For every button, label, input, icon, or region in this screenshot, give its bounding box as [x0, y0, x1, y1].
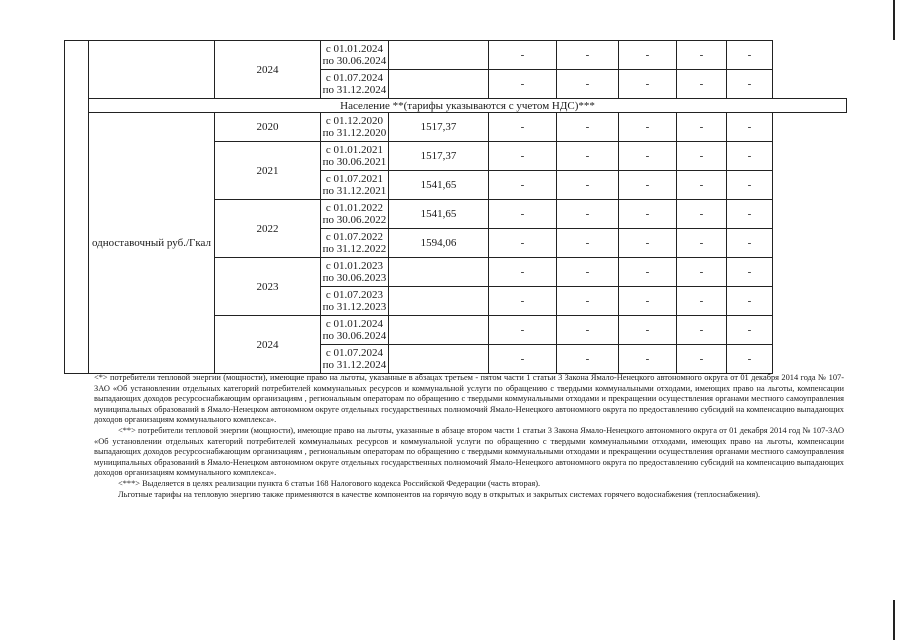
tariff-value: [389, 316, 489, 345]
empty-tariff-cell: -: [489, 258, 557, 287]
tariff-table: [64, 40, 847, 374]
tariff-value: 1517,37: [389, 142, 489, 171]
tariff-value: [389, 70, 489, 99]
empty-tariff-cell: -: [489, 345, 557, 374]
empty-tariff-cell: -: [727, 316, 773, 345]
empty-tariff-cell: -: [619, 70, 677, 99]
empty-tariff-cell: -: [557, 258, 619, 287]
empty-tariff-cell: -: [677, 70, 727, 99]
empty-tariff-cell: -: [557, 229, 619, 258]
section-title: Население **(тарифы указываются с учетом НДС)***: [89, 99, 847, 113]
empty-tariff-cell: -: [727, 345, 773, 374]
period-cell: [321, 113, 389, 142]
period-from: с 01.07.2024: [325, 72, 384, 84]
empty-tariff-cell: -: [557, 113, 619, 142]
empty-tariff-cell: -: [619, 345, 677, 374]
empty-tariff-cell: -: [557, 345, 619, 374]
period-from: с 01.01.2022: [325, 202, 384, 214]
empty-tariff-cell: -: [489, 113, 557, 142]
left-blank-column: [65, 41, 89, 374]
period-to: по 30.06.2024: [322, 330, 387, 342]
empty-tariff-cell: -: [677, 113, 727, 142]
period-to: по 31.12.2020: [322, 127, 387, 139]
period-from: с 01.01.2024: [325, 43, 384, 55]
tariff-value: [389, 287, 489, 316]
empty-tariff-cell: -: [489, 142, 557, 171]
empty-tariff-cell: -: [727, 171, 773, 200]
tariff-value: 1517,37: [389, 113, 489, 142]
period-cell: [321, 41, 389, 70]
page-right-edge-mark: [893, 0, 895, 40]
period-to: по 30.06.2022: [322, 214, 387, 226]
period-cell: [321, 171, 389, 200]
period-from: с 01.07.2023: [325, 289, 384, 301]
empty-tariff-cell: -: [727, 200, 773, 229]
empty-tariff-cell: -: [557, 142, 619, 171]
table-row: [65, 113, 847, 142]
year-cell: 2024: [215, 41, 321, 99]
empty-tariff-cell: -: [727, 258, 773, 287]
period-to: по 31.12.2024: [322, 359, 387, 371]
empty-tariff-cell: -: [489, 229, 557, 258]
empty-tariff-cell: -: [557, 287, 619, 316]
footnote-1: <*> потребители тепловой энергии (мощности), имеющие право на льготы, указанные в абзацах третьем - пятом части 1 статьи 3 Закона Ямало-Ненецкого автономного округа от 01 декабря 2014 года № 107-ЗАО «Об установлении отдельных категорий потребителей коммунальных ресурсов и коммунальной услуги по обращению с твердыми коммунальными отходами, имеющих право на льготы, компенсации выпадающих доходов ресурсоснабжающим организациям , региональным операторам по обращению с твердыми коммунальными отходами и прекращении осуществления органами местного самоуправления муниципальных образований в Ямало-Ненецком автономном округе отдельных государственных полномочий Ямало-Ненецкого автономного округа по предоставлению субсидий на компенсацию выпадающих доходов организациям коммунального комплекса».: [94, 373, 844, 425]
period-cell: [321, 316, 389, 345]
footnotes: [94, 373, 844, 500]
empty-tariff-cell: -: [489, 287, 557, 316]
empty-tariff-cell: -: [489, 171, 557, 200]
empty-tariff-cell: -: [677, 41, 727, 70]
empty-tariff-cell: -: [557, 200, 619, 229]
period-from: с 01.01.2023: [325, 260, 384, 272]
footnote-3: <***> Выделяется в целях реализации пункта 6 статьи 168 Налогового кодекса Российской Федерации (часть вторая).: [118, 478, 541, 488]
empty-tariff-cell: -: [557, 70, 619, 99]
empty-tariff-cell: -: [619, 142, 677, 171]
section-row: [65, 99, 847, 113]
empty-tariff-cell: -: [677, 345, 727, 374]
period-cell: [321, 287, 389, 316]
empty-tariff-cell: -: [619, 113, 677, 142]
empty-tariff-cell: -: [677, 142, 727, 171]
empty-tariff-cell: -: [727, 113, 773, 142]
period-to: по 30.06.2021: [322, 156, 387, 168]
period-to: по 31.12.2022: [322, 243, 387, 255]
period-to: по 30.06.2024: [322, 55, 387, 67]
period-from: с 01.07.2024: [325, 347, 384, 359]
page-top-edge: [0, 0, 905, 3]
empty-tariff-cell: -: [677, 287, 727, 316]
tariff-value: 1594,06: [389, 229, 489, 258]
empty-tariff-cell: -: [677, 258, 727, 287]
empty-tariff-cell: -: [677, 171, 727, 200]
tariff-value: [389, 41, 489, 70]
empty-tariff-cell: -: [727, 142, 773, 171]
period-from: с 01.01.2024: [325, 318, 384, 330]
empty-tariff-cell: -: [619, 171, 677, 200]
tariff-value: 1541,65: [389, 200, 489, 229]
group-blank-cell: [89, 41, 215, 99]
period-to: по 30.06.2023: [322, 272, 387, 284]
empty-tariff-cell: -: [727, 287, 773, 316]
year-cell: 2022: [215, 200, 321, 258]
empty-tariff-cell: -: [619, 41, 677, 70]
empty-tariff-cell: -: [619, 287, 677, 316]
period-cell: [321, 200, 389, 229]
year-cell: 2023: [215, 258, 321, 316]
period-cell: [321, 70, 389, 99]
empty-tariff-cell: -: [619, 229, 677, 258]
page-bottom-right-edge-mark: [893, 600, 895, 640]
year-cell: 2020: [215, 113, 321, 142]
footnote-4: Льготные тарифы на тепловую энергию также применяются в качестве компонентов на горячую воду в открытых и закрытых системах горячего водоснабжения (теплоснабжения).: [118, 489, 761, 499]
period-cell: [321, 258, 389, 287]
tariff-value: [389, 345, 489, 374]
table-row: [65, 41, 847, 70]
empty-tariff-cell: -: [727, 41, 773, 70]
period-cell: [321, 229, 389, 258]
empty-tariff-cell: -: [677, 229, 727, 258]
empty-tariff-cell: -: [489, 70, 557, 99]
tariff-value: [389, 258, 489, 287]
period-to: по 31.12.2024: [322, 84, 387, 96]
empty-tariff-cell: -: [489, 41, 557, 70]
empty-tariff-cell: -: [619, 258, 677, 287]
empty-tariff-cell: -: [619, 200, 677, 229]
empty-tariff-cell: -: [727, 70, 773, 99]
empty-tariff-cell: -: [619, 316, 677, 345]
tariff-value: 1541,65: [389, 171, 489, 200]
period-from: с 01.07.2022: [325, 231, 384, 243]
empty-tariff-cell: -: [677, 200, 727, 229]
empty-tariff-cell: -: [489, 200, 557, 229]
empty-tariff-cell: -: [557, 171, 619, 200]
footnote-2: <**> потребители тепловой энергии (мощности), имеющие право на льготы, указанные в абзаце втором части 1 статьи 3 Закона Ямало-Ненецкого автономного округа от 01 декабря 2014 год № 107-ЗАО «Об установлении отдельных категорий потребителей коммунальных ресурсов и коммунальной услуги по обращению с твердыми коммунальными отходами, имеющих право на льготы, компенсации выпадающих доходов ресурсоснабжающим организациям , региональным операторам по обращению с твердыми коммунальными отходами и прекращении осуществления органами местного самоуправления муниципальных образований в Ямало-Ненецком автономном округе отдельных государственных полномочий Ямало-Ненецкого автономного округа по предоставлению субсидий на компенсацию выпадающих доходов организациям коммунального комплекса».: [94, 425, 844, 478]
period-cell: [321, 345, 389, 374]
year-cell: 2021: [215, 142, 321, 200]
period-to: по 31.12.2021: [322, 185, 387, 197]
empty-tariff-cell: -: [677, 316, 727, 345]
period-from: с 01.07.2021: [325, 173, 384, 185]
period-from: с 01.12.2020: [325, 115, 384, 127]
empty-tariff-cell: -: [557, 316, 619, 345]
empty-tariff-cell: -: [489, 316, 557, 345]
year-cell: 2024: [215, 316, 321, 374]
period-from: с 01.01.2021: [325, 144, 384, 156]
period-cell: [321, 142, 389, 171]
empty-tariff-cell: -: [727, 229, 773, 258]
period-to: по 31.12.2023: [322, 301, 387, 313]
empty-tariff-cell: -: [557, 41, 619, 70]
rate-type-cell: одноставочный руб./Гкал: [89, 113, 215, 374]
